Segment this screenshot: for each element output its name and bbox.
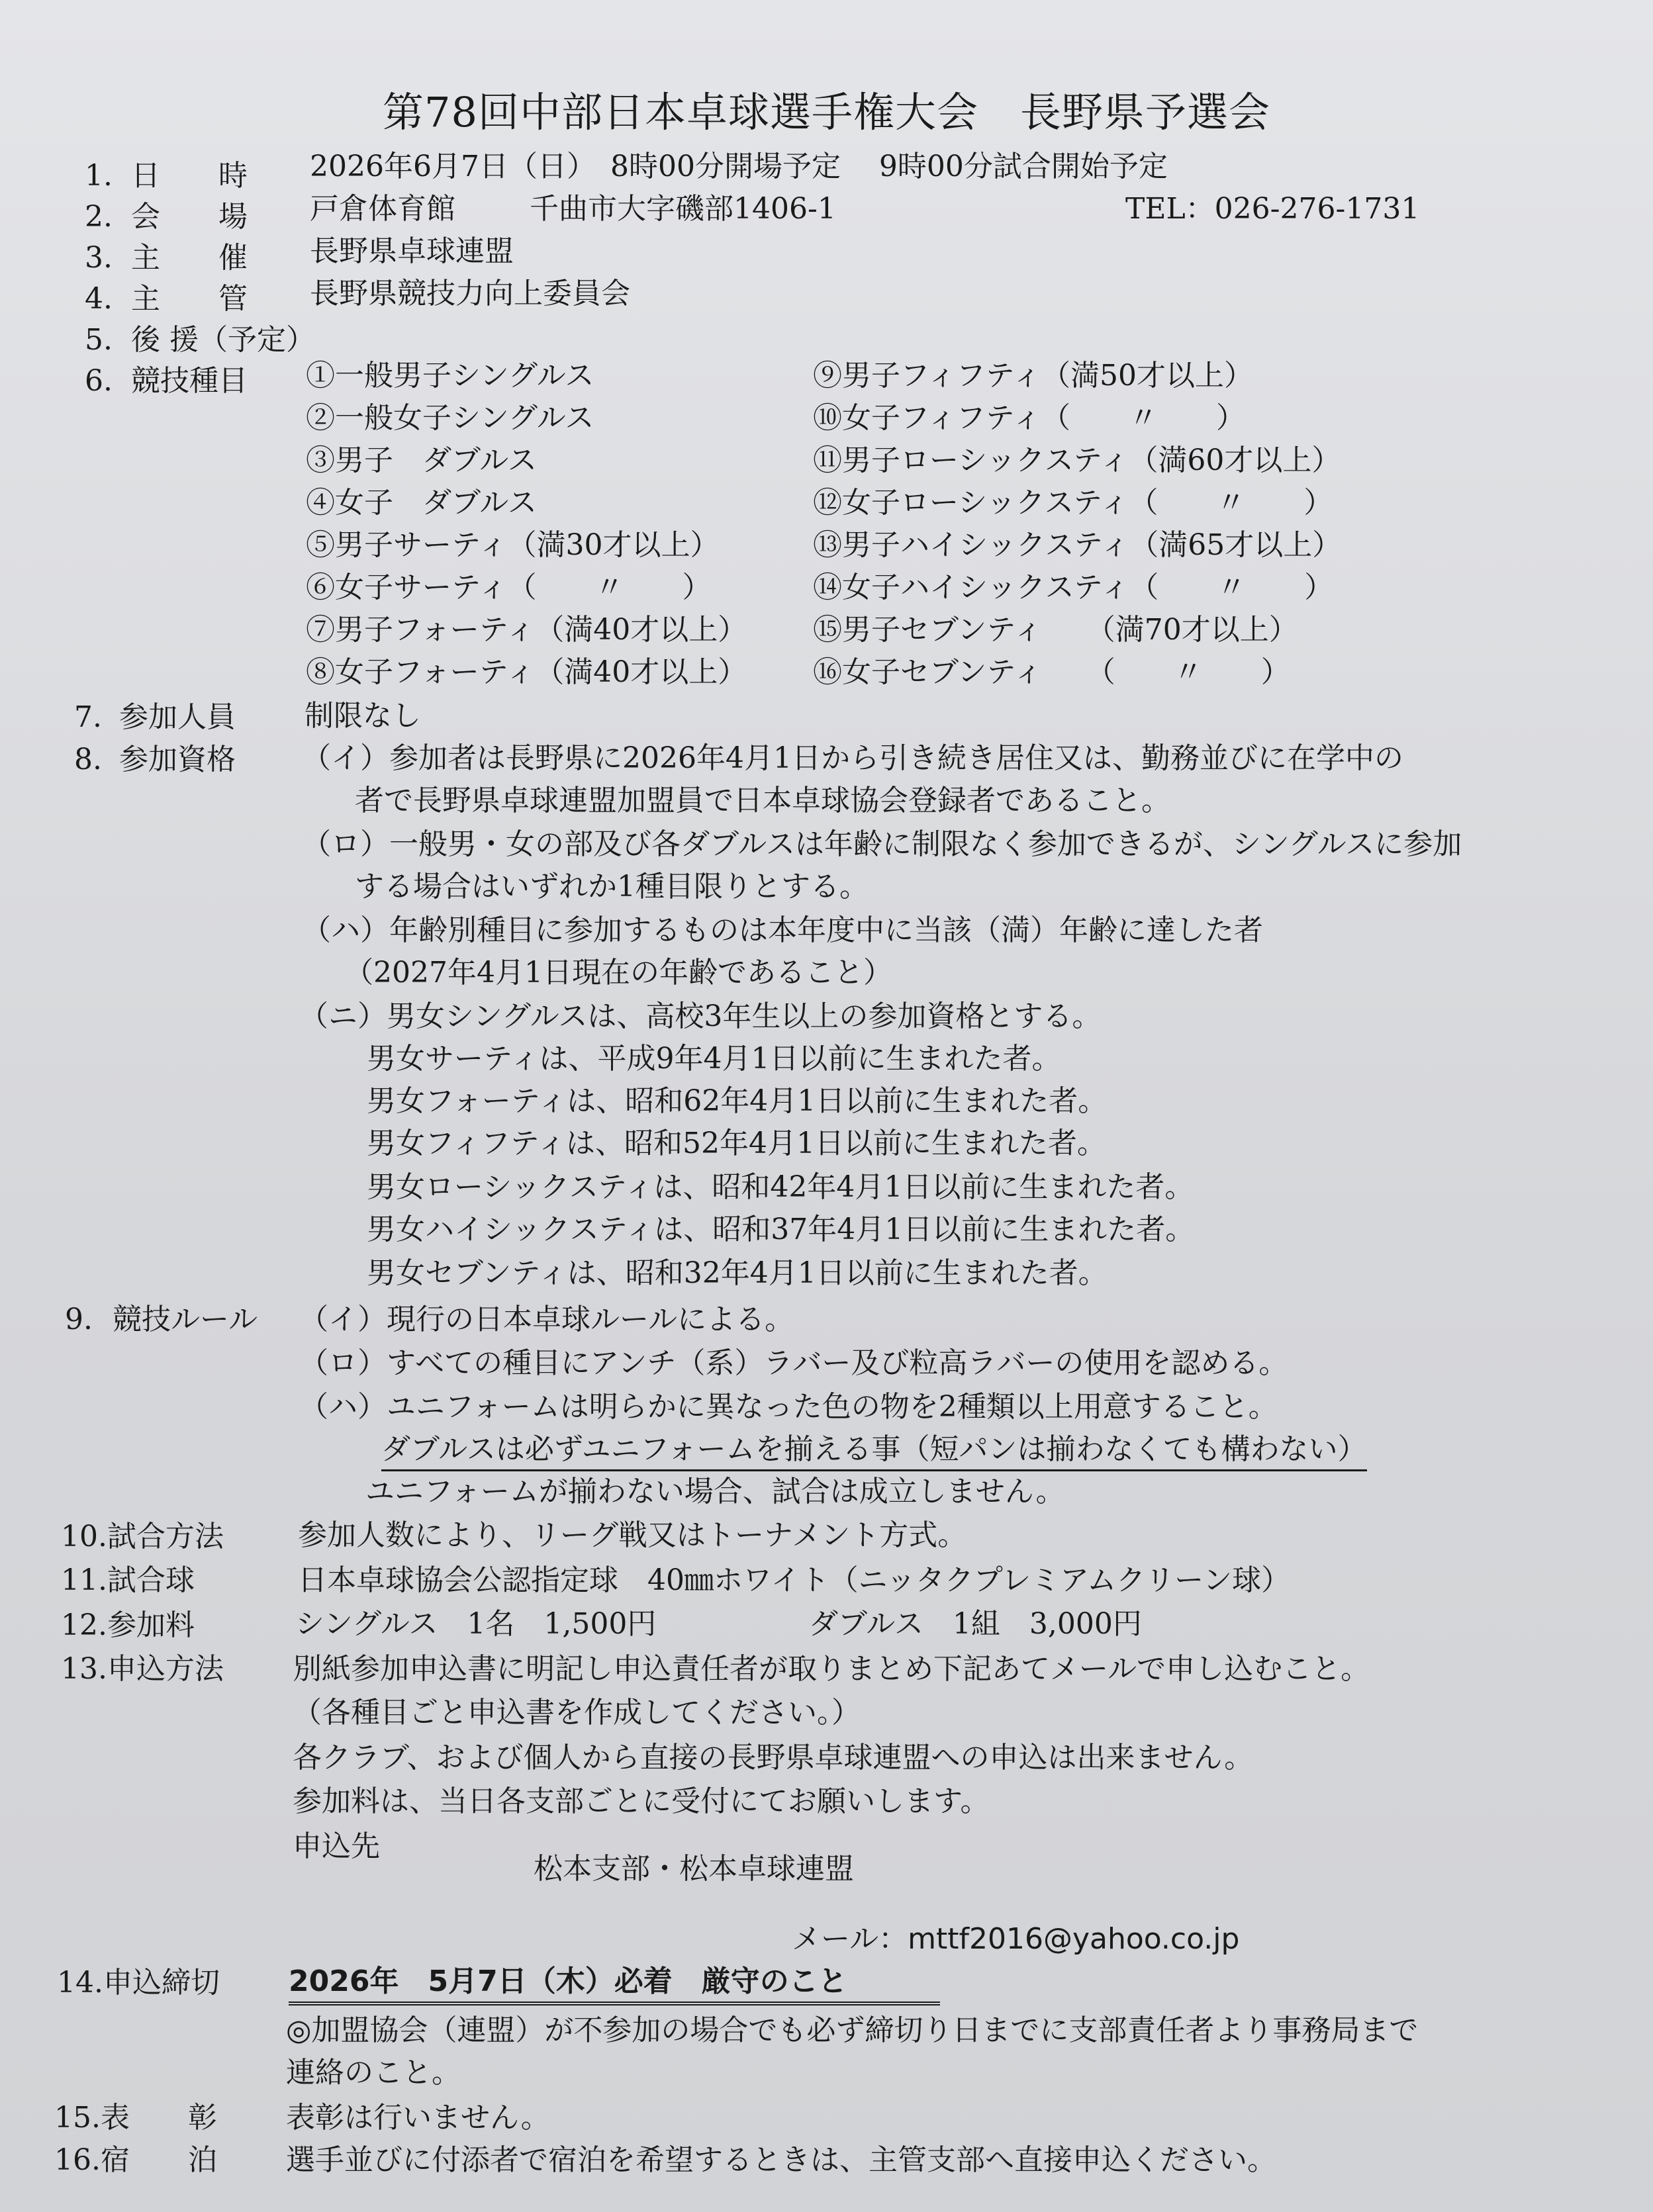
application-line-2: （各種目ごと申込書を作成してください。） bbox=[293, 1696, 861, 1729]
deadline-text: 2026年 5月7日（木）必着 厳守のこと bbox=[289, 1963, 940, 2005]
item-12-doubles: ダブルス 1組 3,000円 bbox=[809, 1607, 1142, 1641]
qualification-line-7: （ニ）男女シングルスは、高校3年生以上の参加資格とする。 bbox=[299, 999, 1102, 1033]
item-8-number: 8. bbox=[74, 743, 102, 776]
item-1-text: 2026年6月7日（日） 8時00分開場予定 9時00分試合開始予定 bbox=[310, 150, 1168, 183]
event-right-16: ⑯女子セブンティ （ 〃 ） bbox=[813, 655, 1290, 689]
event-left-4: ④女子 ダブルス bbox=[306, 486, 537, 520]
item-15-text: 表彰は行いません。 bbox=[286, 2101, 550, 2135]
item-2-label: 会 場 bbox=[131, 200, 248, 234]
event-right-15: ⑮男子セブンティ （満70才以上） bbox=[813, 613, 1298, 647]
event-right-12: ⑫女子ローシックスティ（ 〃 ） bbox=[813, 486, 1333, 520]
item-12-singles: シングルス 1名 1,500円 bbox=[295, 1607, 657, 1641]
qualification-line-13: 男女セブンティは、昭和32年4月1日以前に生まれた者。 bbox=[367, 1256, 1108, 1290]
item-1-number: 1. bbox=[85, 159, 113, 193]
application-line-1: 別紙参加申込書に明記し申込責任者が取りまとめ下記あてメールで申し込むこと。 bbox=[293, 1652, 1370, 1686]
event-left-5: ⑤男子サーティ（満30才以上） bbox=[306, 528, 720, 562]
item-15-label: 15.表 彰 bbox=[54, 2101, 217, 2135]
event-right-10: ⑩女子フィフティ（ 〃 ） bbox=[813, 401, 1245, 435]
qualification-line-5: （ハ）年齢別種目に参加するものは本年度中に当該（満）年齢に達した者 bbox=[302, 913, 1263, 947]
qualification-line-11: 男女ローシックスティは、昭和42年4月1日以前に生まれた者。 bbox=[367, 1170, 1194, 1204]
deadline-note-line-2: 連絡のこと。 bbox=[286, 2056, 461, 2090]
document-title: 第78回中部日本卓球選手権大会 長野県予選会 bbox=[383, 88, 1270, 136]
item-5-label: 後 援（予定） bbox=[131, 323, 315, 357]
event-right-13: ⑬男子ハイシックスティ（満65才以上） bbox=[813, 528, 1342, 562]
rule-line-4-underlined: ダブルスは必ずユニフォームを揃える事（短パンは揃わなくても構わない） bbox=[381, 1431, 1367, 1471]
item-2-venue: 戸倉体育館 bbox=[310, 192, 455, 226]
item-4-number: 4. bbox=[85, 282, 113, 316]
item-13-label: 13.申込方法 bbox=[61, 1652, 224, 1686]
rule-line-5: ユニフォームが揃わない場合、試合は成立しません。 bbox=[365, 1475, 1065, 1508]
item-6-number: 6. bbox=[85, 364, 113, 398]
rule-line-3: （ハ）ユニフォームは明らかに異なった色の物を2種類以上用意すること。 bbox=[299, 1390, 1278, 1424]
rule-line-1: （イ）現行の日本卓球ルールによる。 bbox=[299, 1303, 794, 1336]
qualification-line-12: 男女ハイシックスティは、昭和37年4月1日以前に生まれた者。 bbox=[367, 1213, 1195, 1246]
application-organization: 松本支部・松本卓球連盟 bbox=[534, 1852, 854, 1886]
item-2-address: 千曲市大字磯部1406-1 bbox=[530, 192, 836, 226]
application-line-3: 各クラブ、および個人から直接の長野県卓球連盟への申込は出来ません。 bbox=[293, 1741, 1254, 1774]
item-9-number: 9. bbox=[65, 1303, 93, 1336]
deadline-note-line-1: ◎加盟協会（連盟）が不参加の場合でも必ず締切り日までに支部責任者より事務局まで bbox=[286, 2013, 1419, 2047]
item-4-label: 主 管 bbox=[131, 282, 248, 316]
item-11-label: 11.試合球 bbox=[61, 1563, 195, 1597]
item-8-label: 参加資格 bbox=[119, 743, 236, 776]
item-3-number: 3. bbox=[85, 241, 113, 275]
item-6-label: 競技種目 bbox=[131, 364, 248, 398]
item-10-text: 参加人数により、リーグ戦又はトーナメント方式。 bbox=[298, 1518, 967, 1552]
application-line-5: 申込先 bbox=[293, 1829, 380, 1863]
application-email[interactable]: メール：mttf2016@yahoo.co.jp bbox=[792, 1922, 1240, 1956]
event-right-14: ⑭女子ハイシックスティ（ 〃 ） bbox=[813, 571, 1334, 604]
event-left-6: ⑥女子サーティ（ 〃 ） bbox=[306, 571, 712, 604]
item-7-number: 7. bbox=[74, 700, 102, 734]
item-11-text: 日本卓球協会公認指定球 40㎜ホワイト（ニッタクプレミアムクリーン球） bbox=[298, 1563, 1291, 1597]
event-left-8: ⑧女子フォーティ（満40才以上） bbox=[306, 655, 747, 689]
item-7-text: 制限なし bbox=[305, 699, 421, 733]
event-right-9: ⑨男子フィフティ（満50才以上） bbox=[813, 359, 1253, 392]
item-16-label: 16.宿 泊 bbox=[54, 2143, 217, 2177]
event-right-11: ⑪男子ローシックスティ（満60才以上） bbox=[813, 443, 1341, 477]
event-left-3: ③男子 ダブルス bbox=[306, 443, 537, 477]
item-16-text: 選手並びに付添者で宿泊を希望するときは、主管支部へ直接申込ください。 bbox=[286, 2143, 1276, 2177]
item-9-label: 競技ルール bbox=[113, 1303, 258, 1336]
qualification-line-8: 男女サーティは、平成9年4月1日以前に生まれた者。 bbox=[367, 1042, 1061, 1076]
qualification-line-9: 男女フォーティは、昭和62年4月1日以前に生まれた者。 bbox=[367, 1084, 1108, 1118]
item-10-label: 10.試合方法 bbox=[61, 1520, 224, 1553]
qualification-line-10: 男女フィフティは、昭和52年4月1日以前に生まれた者。 bbox=[367, 1127, 1106, 1160]
item-7-label: 参加人員 bbox=[119, 700, 236, 734]
qualification-line-4: する場合はいずれか1種目限りとする。 bbox=[355, 870, 869, 903]
item-12-label: 12.参加料 bbox=[61, 1608, 195, 1642]
qualification-line-1: （イ）参加者は長野県に2026年4月1日から引き続き居住又は、勤務並びに在学中の bbox=[302, 741, 1403, 775]
item-2-tel: TEL：026-276-1731 bbox=[1125, 192, 1420, 226]
item-4-text: 長野県競技力向上委員会 bbox=[310, 277, 630, 310]
item-3-text: 長野県卓球連盟 bbox=[310, 234, 514, 268]
qualification-line-6: （2027年4月1日現在の年齢であること） bbox=[344, 956, 892, 990]
application-line-4: 参加料は、当日各支部ごとに受付にてお願いします。 bbox=[293, 1784, 990, 1818]
item-14-label: 14.申込締切 bbox=[57, 1966, 220, 2000]
item-2-number: 2. bbox=[85, 200, 113, 234]
qualification-line-2: 者で長野県卓球連盟加盟員で日本卓球協会登録者であること。 bbox=[355, 784, 1170, 817]
item-1-label: 日 時 bbox=[131, 159, 248, 193]
qualification-line-3: （ロ）一般男・女の部及び各ダブルスは年齢に制限なく参加できるが、シングルスに参加 bbox=[302, 827, 1462, 861]
event-left-7: ⑦男子フォーティ（満40才以上） bbox=[306, 613, 747, 647]
event-left-1: ①一般男子シングルス bbox=[306, 359, 594, 392]
item-5-number: 5. bbox=[85, 323, 113, 357]
rule-line-2: （ロ）すべての種目にアンチ（系）ラバー及び粒高ラバーの使用を認める。 bbox=[299, 1346, 1288, 1380]
item-3-label: 主 催 bbox=[131, 241, 248, 275]
event-left-2: ②一般女子シングルス bbox=[306, 401, 594, 435]
